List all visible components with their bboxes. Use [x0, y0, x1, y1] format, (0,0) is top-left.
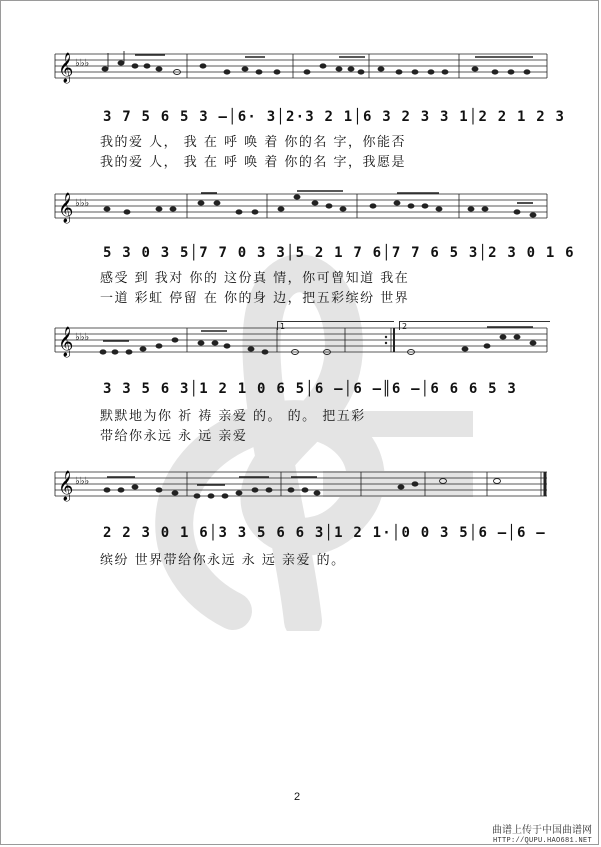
lyric-line: 一道 彩虹 停留 在 你的身 边，把五彩缤纷 世界	[100, 291, 410, 306]
page-number: 2	[294, 791, 301, 803]
first-ending-number: 1	[280, 322, 286, 331]
site-watermark-text: 曲谱上传于中国曲谱网	[492, 825, 592, 836]
staff-notation-1	[55, 49, 547, 83]
staff-notation-2	[55, 189, 547, 223]
svg-text:♭♭♭: ♭♭♭	[75, 332, 90, 343]
second-ending-number: 2	[402, 322, 408, 331]
svg-text:𝄞: 𝄞	[58, 471, 74, 501]
lyric-line: 带给你永远 永 远 亲爱	[100, 429, 248, 444]
svg-text:𝄞: 𝄞	[58, 327, 74, 357]
staff-3	[55, 323, 547, 357]
staff-4	[55, 467, 547, 501]
numbered-notation-line: 3 3 5 6 3│1 2 1 0 6 5│6 –│6 –║6 –│6 6 6 5 3	[103, 381, 518, 397]
lyric-line: 我的爱 人， 我 在 呼 唤 着 你的名 字，我愿是	[100, 155, 407, 170]
staff-notation-3	[55, 323, 547, 357]
numbered-notation-line: 3 7 5 6 5 3 –│6· 3│2·3 2 1│6 3 2 3 3 1│2 2 1 2 3	[103, 109, 566, 125]
svg-text:♭♭♭: ♭♭♭	[75, 58, 90, 69]
lyric-line: 缤纷 世界带给你永远 永 远 亲爱 的。	[100, 553, 346, 568]
site-watermark	[492, 825, 592, 845]
lyric-line: 感受 到 我对 你的 这份真 情，你可曾知道 我在	[100, 271, 410, 286]
staff-1	[55, 49, 547, 83]
svg-text:𝄞: 𝄞	[58, 193, 74, 223]
lyric-line: 我的爱 人， 我 在 呼 唤 着 你的名 字，你能否	[100, 135, 407, 150]
svg-text:𝄞: 𝄞	[58, 53, 74, 83]
staff-2	[55, 189, 547, 223]
staff-notation-4	[55, 467, 547, 501]
lyric-line: 默默地为你 祈 祷 亲爱 的。 的。 把五彩	[100, 409, 366, 424]
site-watermark-url: HTTP://QUPU.HAO681.NET	[492, 837, 592, 845]
numbered-notation-line: 5 3 0 3 5│7 7 0 3 3│5 2 1 7 6│7 7 6 5 3│2 3 0 1 6	[103, 245, 575, 261]
numbered-notation-line: 2 2 3 0 1 6│3 3 5 6 6 3│1 2 1·│0 0 3 5│6 –│6 –	[103, 525, 546, 541]
svg-text:♭♭♭: ♭♭♭	[75, 476, 90, 487]
svg-text:♭♭♭: ♭♭♭	[75, 198, 90, 209]
